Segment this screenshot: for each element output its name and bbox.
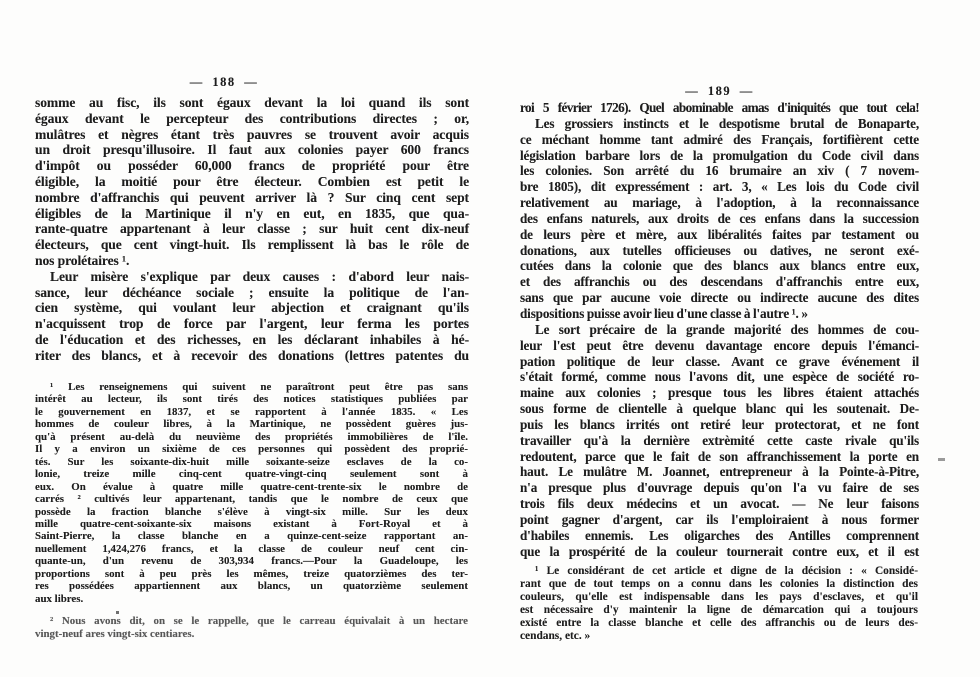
text-line: haut. Le mulâtre M. Joannet, entrepreneur à la Pointe-à-Pitre, — [520, 464, 919, 480]
text-line: dispositions puisse avoir lieu d'une classe à l'autre ¹. » — [520, 305, 808, 321]
footnotes-189 — [520, 565, 918, 644]
text-line: égaux devant le percepteur des contributions directes ; or, — [35, 110, 469, 126]
text-line: cendans, etc. » — [520, 630, 591, 643]
page-188 — [35, 0, 469, 677]
text-line: n'a presque plus d'ouvrage depuis qu'on l'a vu faire de ses — [520, 480, 919, 496]
page-189 — [520, 0, 919, 677]
text-block — [35, 381, 468, 605]
text-block — [520, 565, 918, 644]
text-line: est nécessaire d'y maintenir la ligne de démarcation qui a toujours — [520, 604, 918, 617]
text-line: Il y a environ un sixième de ces personnes qui possèdent des proprié- — [35, 443, 468, 456]
main-text-188 — [35, 95, 469, 364]
page-number-188: — 188 — — [189, 75, 259, 89]
text-line: lonie, treize mille cinq-cent quatre-vingt-cinq seulement sont à — [35, 468, 468, 481]
page-number-189: — 189 — — [685, 84, 754, 98]
text-line: ce méchant homme tant admiré des Français, fortifièrent cette — [520, 131, 919, 147]
text-line: mulâtres et nègres étant très pauvres se trouvent avoir acquis — [35, 126, 469, 142]
text-block — [520, 100, 919, 116]
text-line: cien système, qui voulant leur abjection et craignant qu'ils — [35, 300, 469, 316]
text-line: trois fils deux médecins et un avocat. — Ne leur faisons — [520, 496, 919, 512]
text-block — [35, 269, 469, 364]
text-line: bre 1805), dit expressément : art. 3, « Les lois du Code civil — [520, 179, 919, 195]
text-line: sance, leur déchéance sociale ; ensuite la politique de l'an- — [35, 284, 469, 300]
text-line: Le sort précaire de la grande majorité des hommes de cou- — [535, 321, 919, 337]
text-line: ² Nous avons dit, on se le rappelle, que le carreau équivalait à un hectare — [50, 615, 468, 628]
text-line: couleurs, qu'elle est indispensable dans les pays d'esclaves, et qu'il — [520, 591, 918, 604]
text-line: ¹ Les renseignemens qui suivent ne paraîtront peut être pas sans — [50, 381, 468, 393]
text-line: riter des blancs, et à recevoir des donations (lettres patentes du — [35, 347, 469, 363]
text-line: somme au fisc, ils sont égaux devant la loi quand ils sont — [35, 95, 469, 110]
text-line: leur l'est peut être devenu davantage encore depuis l'émanci- — [520, 337, 919, 353]
text-line: nuellement 1,424,276 francs, et la classe de couleur neuf cent cin- — [35, 542, 468, 555]
text-line: donations, aux tutelles officieuses ou datives, ne seront exé- — [520, 242, 919, 258]
text-line: vingt-neuf ares vingt-six centiares. — [35, 627, 195, 640]
text-line: hommes de couleur libres, à la Martinique, ne possèdent guères jus- — [35, 418, 468, 431]
text-line: un droit presqu'illusoire. Il faut aux colonies payer 600 francs — [35, 142, 469, 158]
text-line: travailler qu'à la dernière extrèmité cette caste rivale qu'ils — [520, 432, 919, 448]
text-line: sous forme de clientelle à quelque blanc qui les soutenait. De- — [520, 401, 919, 417]
scan-speck — [116, 611, 119, 614]
text-line: possède la fraction blanche s'élève à vingt-six mille. Sur les deux — [35, 505, 468, 518]
text-line: Saint-Pierre, la classe blanche en a quinze-cent-seize rapportant an- — [35, 530, 468, 543]
text-line: d'impôt ou posséder 60,000 francs de propriété pour être — [35, 158, 469, 174]
text-line: tés. Sur les soixante-dix-huit mille soixante-seize esclaves de la co- — [35, 455, 468, 468]
main-text-189 — [520, 100, 919, 559]
text-line: rant que de tout temps on a connu dans les colonies la distinction des — [520, 578, 918, 591]
text-line: n'acquissent trop de force par l'argent, leur ferma les portes — [35, 316, 469, 332]
text-line: que la prospérité de la couleur tournerait contre eux, et il est — [520, 543, 919, 559]
text-line: nos prolétaires ¹. — [35, 252, 130, 268]
text-line: électeurs, que cent vingt-huit. Ils remplissent là bas le rôle de — [35, 237, 469, 253]
text-line: éligible, la moitié pour être électeur. Combien est petit le — [35, 173, 469, 189]
text-line: eux. On évalue à quatre mille quatre-cent-trente-six le nombre de — [35, 480, 468, 493]
text-line: aux libres. — [35, 592, 84, 605]
text-line: proportions sont à peu près les mêmes, treize quatorzièmes des ter- — [35, 567, 468, 580]
scan-speck — [938, 458, 945, 461]
text-line: maine aux colonies ; presque tous les libres étaient attachés — [520, 385, 919, 401]
text-line: cutées dans la colonie que des blancs aux blancs entre eux, — [520, 258, 919, 274]
text-line: quante-un, d'un revenu de 303,934 francs.—Pour la Guadeloupe, les — [35, 555, 468, 568]
text-line: ¹ Le considérant de cet article et digne de la décision : « Considé- — [535, 565, 918, 577]
text-line: les colonies. Son arrêté du 16 brumaire an xiv ( 7 novem- — [520, 163, 919, 179]
text-line: sans que par aucune voie directe ou indirecte aucune des dites — [520, 290, 919, 306]
text-line: s'était formé, comme nous l'avons dit, une espèce de société ro- — [520, 369, 919, 385]
text-line: mille quatre-cent-soixante-six maisons existant à Fort-Royal et à — [35, 517, 468, 530]
text-line: intérêt au lecteur, ils sont tirés des notices statistiques publiées par — [35, 393, 468, 406]
text-line: d'habiles ennemis. Les oligarches des Antilles comprennent — [520, 527, 919, 543]
text-line: nombre d'affranchis qui peuvent arriver là ? Sur cinq cent sept — [35, 189, 469, 205]
text-line: de l'éducation et des richesses, en les déclarant inhabiles à hé- — [35, 331, 469, 347]
text-line: Les grossiers instincts et le despotisme brutal de Bonaparte, — [535, 115, 919, 131]
text-line: puis les blancs irrités ont retiré leur protectorat, et ne font — [520, 416, 919, 432]
text-line: roi 5 février 1726). Quel abominable amas d'iniquités que tout cela! — [520, 100, 919, 115]
text-line: Leur misère s'explique par deux causes : d'abord leur nais- — [50, 268, 469, 284]
text-block — [520, 116, 919, 322]
text-line: pation politique de leur classe. Avant ce grave événement il — [520, 353, 919, 369]
text-line: et des affranchis ou des descendans d'affranchis entre eux, — [520, 274, 919, 290]
text-line: des enfans naturels, aux droits de ces enfans dans la succession — [520, 210, 919, 226]
text-line: res possédées appartiennent aux blancs, un quatorzième seulement — [35, 580, 468, 593]
text-line: point gagner d'argent, car ils l'emploiraient à nous former — [520, 511, 919, 527]
text-line: éligibles de la Martinique il n'y en eut, en 1835, que qua- — [35, 205, 469, 221]
text-line: rante-quatre appartenant à leur classe ; sur huit cent dix-neuf — [35, 221, 469, 237]
text-line: le gouvernement en 1837, et se rapportent à l'année 1835. « Les — [35, 405, 468, 418]
text-block — [520, 322, 919, 560]
text-line: redoutent, parce que le fait de son affranchissement la porte en — [520, 448, 919, 464]
text-block — [35, 615, 468, 640]
text-line: législation barbare lors de la promulgation du Code civil dans — [520, 147, 919, 163]
text-line: existé entre la classe blanche et celle des affranchis ou de leurs des- — [520, 617, 918, 630]
text-line: qu'à présent au-delà du neuvième des propriétés immobilières de l'île. — [35, 430, 468, 443]
text-line: de leurs père et mère, aux libéralités faites par testament ou — [520, 226, 919, 242]
footnotes-188 — [35, 381, 468, 640]
text-line: relativement au mariage, à l'adoption, à la reconnaissance — [520, 195, 919, 211]
text-line: carrés ² cultivés leur appartenant, tandis que le nombre de ceux que — [35, 493, 468, 506]
text-block — [35, 95, 469, 269]
